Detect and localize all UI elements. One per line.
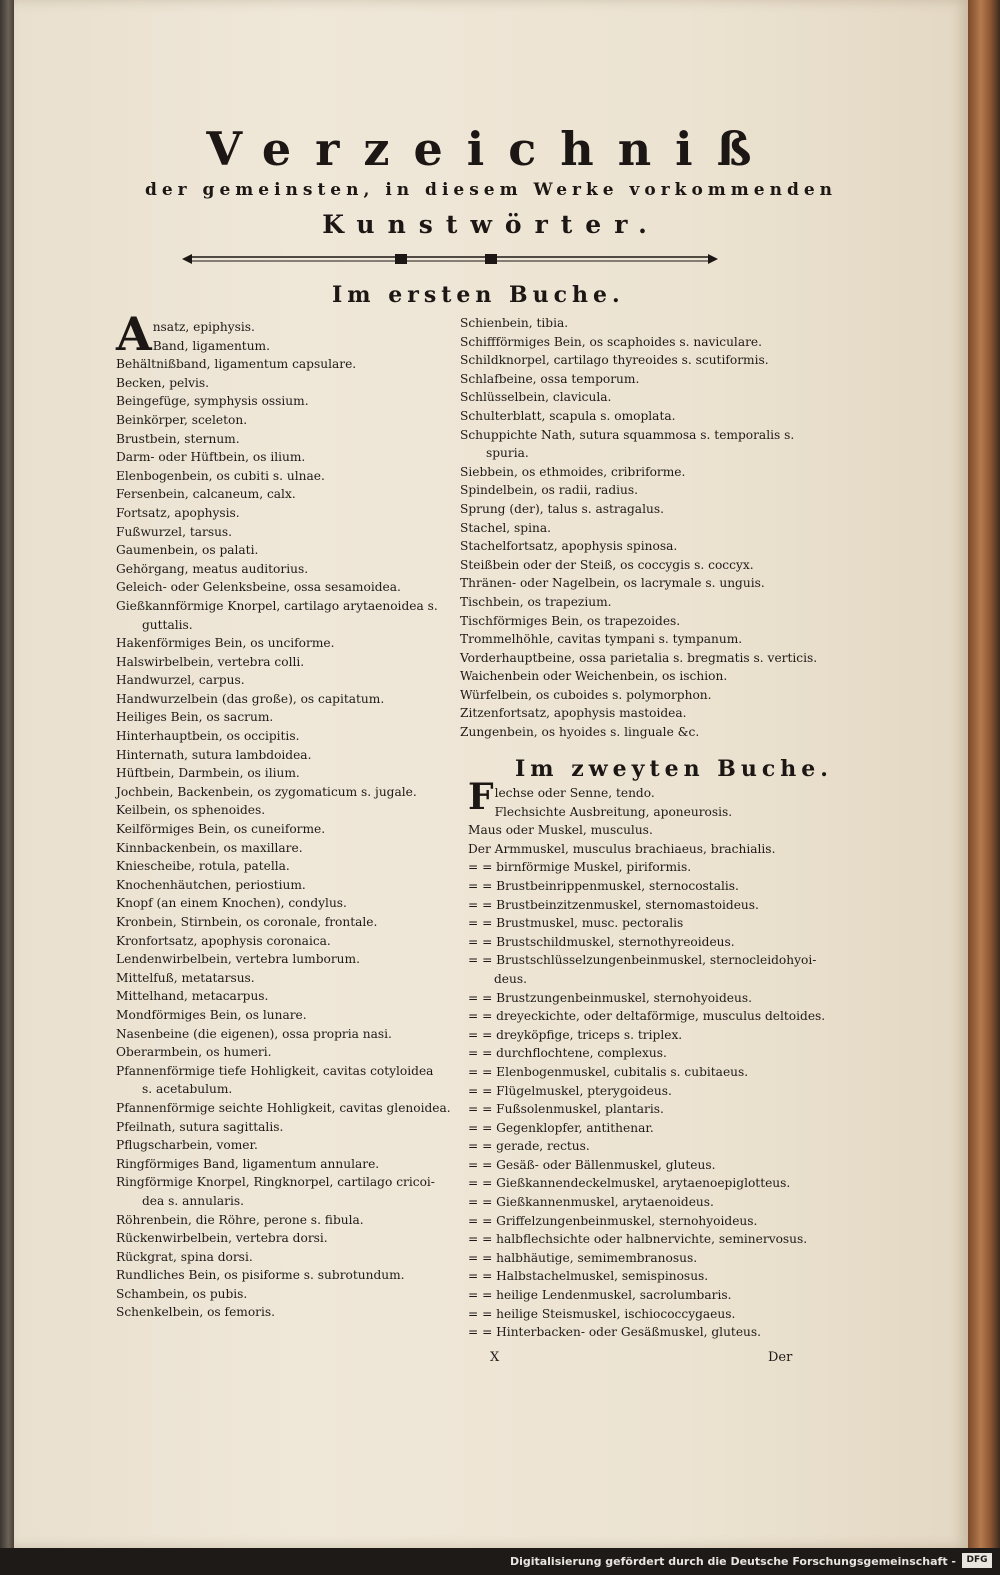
entry-line: Behältnißband, ligamentum capsulare. [116, 357, 357, 372]
entry-line: Geleich- oder Gelenksbeine, ossa sesamoidea. [116, 580, 401, 595]
entry-line: = = halbhäutige, semimembranosus. [468, 1250, 698, 1265]
entry-line: Schambein, os pubis. [116, 1286, 248, 1301]
entry-line: Gehörgang, meatus auditorius. [116, 561, 309, 576]
dfg-logo: DFG [962, 1553, 992, 1568]
entry-line: = = Brustmuskel, musc. pectoralis [468, 916, 684, 931]
entry-line: Tischbein, os trapezium. [460, 594, 612, 609]
entry-line: Hakenförmiges Bein, os unciforme. [116, 636, 335, 651]
entry-line: = = Brustschildmuskel, sternothyreoideus. [468, 934, 735, 949]
entry-line: Mondförmiges Bein, os lunare. [116, 1007, 307, 1022]
section-heading-2: Im zweyten Buche. [515, 756, 833, 782]
entry-line: Keilförmiges Bein, os cuneiforme. [116, 822, 326, 837]
entry-line: Mittelhand, metacarpus. [116, 989, 269, 1004]
entry-line: Band, ligamentum. [152, 338, 270, 353]
entry-line: Sprung (der), talus s. astragalus. [460, 501, 664, 516]
entry-line: Keilbein, os sphenoides. [116, 803, 266, 818]
entry-line: Steißbein oder der Steiß, os coccygis s. coccyx. [460, 557, 754, 572]
entry-line: Spindelbein, os radii, radius. [460, 483, 638, 498]
entry-line: Rückenwirbelbein, vertebra dorsi. [116, 1231, 328, 1246]
entry-line: Handwurzelbein (das große), os capitatum. [116, 691, 385, 706]
entry-line: = = Gießkannendeckelmuskel, arytaenoepiglotteus. [468, 1176, 791, 1191]
entry-line: Maus oder Muskel, musculus. [468, 823, 653, 838]
entry-line: = = dreyköpfige, triceps s. triplex. [468, 1027, 683, 1042]
book-spine [0, 0, 14, 1575]
entry-line: Pfannenförmige tiefe Hohligkeit, cavitas cotyloidea [116, 1063, 434, 1078]
entry-line: Schildknorpel, cartilago thyreoides s. scutiformis. [460, 353, 769, 368]
entry-list-left [116, 318, 456, 1322]
entry-line: Schienbein, tibia. [460, 316, 569, 330]
entry-line: = = Flügelmuskel, pterygoideus. [468, 1083, 672, 1098]
entry-line: Mittelfuß, metatarsus. [116, 970, 255, 985]
entry-line: Rückgrat, spina dorsi. [116, 1249, 253, 1264]
column-right-top [460, 314, 818, 742]
entry-line: = = Brustbeinrippenmuskel, sternocostalis. [468, 878, 739, 893]
entry-line: = = durchflochtene, complexus. [468, 1046, 667, 1061]
entry-line: Beinkörper, sceleton. [116, 412, 248, 427]
entry-line: = = birnförmige Muskel, piriformis. [468, 860, 692, 875]
entry-line: Schlüsselbein, clavicula. [460, 390, 612, 405]
column-left [116, 307, 456, 1322]
entry-line: Röhrenbein, die Röhre, perone s. fibula. [116, 1212, 364, 1227]
signature-mark: X [490, 1350, 500, 1365]
entry-line: nsatz, epiphysis. [152, 320, 255, 334]
catchword: Der [768, 1350, 793, 1365]
entry-line: lechse oder Senne, tendo. [494, 786, 655, 800]
entry-line: Trommelhöhle, cavitas tympani s. tympanum. [460, 632, 743, 647]
entry-line: Ringförmiges Band, ligamentum annulare. [116, 1156, 380, 1171]
entry-line: Jochbein, Backenbein, os zygomaticum s. jugale. [116, 784, 417, 799]
entry-line: s. acetabulum. [142, 1082, 233, 1097]
entry-line: Lendenwirbelbein, vertebra lumborum. [116, 952, 360, 967]
entry-line: Flechsichte Ausbreitung, aponeurosis. [494, 804, 733, 819]
entry-line: = = Fußsolenmuskel, plantaris. [468, 1102, 664, 1117]
entry-line: Nasenbeine (die eigenen), ossa propria nasi. [116, 1026, 392, 1041]
entry-line: = = Gießkannenmuskel, arytaenoideus. [468, 1195, 714, 1210]
entry-line: Oberarmbein, os humeri. [116, 1045, 272, 1060]
page-title: Verzeichniß [206, 122, 776, 176]
entry-line: Pfannenförmige seichte Hohligkeit, cavitas glenoidea. [116, 1100, 451, 1115]
entry-line: Siebbein, os ethmoides, cribriforme. [460, 464, 686, 479]
entry-line: = = Gegenklopfer, antithenar. [468, 1120, 654, 1135]
entry-line: Hinternath, sutura lambdoidea. [116, 747, 312, 762]
entry-line: Vorderhauptbeine, ossa parietalia s. bregmatis s. verticis. [460, 650, 818, 665]
entry-line: Tischförmiges Bein, os trapezoides. [460, 613, 681, 628]
section-heading-1: Im ersten Buche. [332, 282, 625, 308]
entry-line: Handwurzel, carpus. [116, 673, 245, 688]
entry-line: Kronbein, Stirnbein, os coronale, frontale. [116, 915, 378, 929]
entry-line: = = heilige Steismuskel, ischiococcygaeus. [468, 1306, 736, 1321]
entry-line: Kinnbackenbein, os maxillare. [116, 840, 303, 855]
entry-line: Pfeilnath, sutura sagittalis. [116, 1119, 284, 1134]
entry-line: = = Gesäß- oder Bällenmuskel, gluteus. [468, 1157, 716, 1172]
entry-line: Kniescheibe, rotula, patella. [116, 859, 290, 874]
entry-line: Schiffförmiges Bein, os scaphoides s. naviculare. [460, 334, 763, 349]
entry-line: Beingefüge, symphysis ossium. [116, 394, 309, 409]
entry-line: Darm- oder Hüftbein, os ilium. [116, 450, 306, 465]
entry-line: Stachel, spina. [460, 520, 551, 535]
entry-line: Schlafbeine, ossa temporum. [460, 371, 640, 386]
entry-line: = = dreyeckichte, oder deltaförmige, musculus deltoides. [468, 1009, 826, 1024]
entry-line: = = Griffelzungenbeinmuskel, sternohyoideus. [468, 1213, 758, 1228]
entry-line: Zitzenfortsatz, apophysis mastoidea. [460, 706, 687, 721]
entry-line: Waichenbein oder Weichenbein, os ischion. [460, 669, 728, 684]
entry-line: Knochenhäutchen, periostium. [116, 877, 306, 892]
entry-line: Gaumenbein, os palati. [116, 543, 259, 558]
drop-cap-f: F [468, 776, 494, 818]
entry-line: Stachelfortsatz, apophysis spinosa. [460, 539, 678, 554]
entry-line: = = Hinterbacken- oder Gesäßmuskel, gluteus. [468, 1325, 762, 1340]
ornament-rule [180, 252, 720, 266]
entry-line: Würfelbein, os cuboides s. polymorphon. [460, 687, 712, 702]
entry-line: Heiliges Bein, os sacrum. [116, 710, 274, 725]
entry-line: = = Brustschlüsselzungenbeinmuskel, sternocleidohyoi- [468, 953, 817, 968]
entry-line: Fortsatz, apophysis. [116, 505, 240, 520]
entry-line: Der Armmuskel, musculus brachiaeus, brachialis. [468, 841, 776, 856]
entry-line: Brustbein, sternum. [116, 431, 240, 446]
book-edge [968, 0, 1000, 1548]
entry-line: Becken, pelvis. [116, 375, 210, 390]
entry-line: Halswirbelbein, vertebra colli. [116, 654, 305, 669]
entry-line: Knopf (an einem Knochen), condylus. [116, 896, 347, 911]
entry-line: Schuppichte Nath, sutura squammosa s. temporalis s. [460, 427, 795, 442]
page-subtitle: der gemeinsten, in diesem Werke vorkommenden [144, 180, 838, 200]
page-subtitle-2: Kunstwörter. [322, 210, 660, 239]
entry-line: Fußwurzel, tarsus. [116, 524, 233, 539]
entry-line: deus. [494, 971, 527, 986]
entry-line: guttalis. [142, 617, 193, 632]
entry-line: Fersenbein, calcaneum, calx. [116, 487, 296, 502]
entry-line: dea s. annularis. [142, 1193, 244, 1208]
entry-line: Elenbogenbein, os cubiti s. ulnae. [116, 468, 325, 483]
entry-line: = = gerade, rectus. [468, 1139, 590, 1154]
column-right-bottom [468, 776, 826, 1342]
entry-list-right-bottom [468, 784, 826, 1342]
entry-line: Kronfortsatz, apophysis coronaica. [116, 933, 331, 948]
entry-list-right-top [460, 314, 818, 742]
entry-line: Hinterhauptbein, os occipitis. [116, 729, 300, 744]
drop-cap-a: A [116, 307, 152, 361]
entry-line: Gießkannförmige Knorpel, cartilago arytaenoidea s. [116, 598, 438, 613]
entry-line: Thränen- oder Nagelbein, os lacrymale s. unguis. [460, 576, 765, 591]
entry-line: spuria. [486, 446, 529, 461]
entry-line: = = Brustzungenbeinmuskel, sternohyoideus. [468, 990, 752, 1005]
entry-line: Zungenbein, os hyoides s. linguale &c. [460, 725, 700, 740]
entry-line: = = halbflechsichte oder halbnervichte, seminervosus. [468, 1232, 808, 1247]
entry-line: Schulterblatt, scapula s. omoplata. [460, 408, 676, 423]
entry-line: Hüftbein, Darmbein, os ilium. [116, 766, 300, 781]
entry-line: = = Elenbogenmuskel, cubitalis s. cubitaeus. [468, 1064, 749, 1079]
footer-credit: Digitalisierung gefördert durch die Deutsche Forschungsgemeinschaft - [509, 1555, 956, 1568]
entry-line: = = heilige Lendenmuskel, sacrolumbaris. [468, 1288, 732, 1303]
entry-line: Pflugscharbein, vomer. [116, 1138, 258, 1153]
entry-line: Rundliches Bein, os pisiforme s. subrotundum. [116, 1268, 405, 1283]
entry-line: Ringförmige Knorpel, Ringknorpel, cartilago cricoi- [116, 1175, 435, 1190]
entry-line: Schenkelbein, os femoris. [116, 1305, 276, 1320]
entry-line: = = Halbstachelmuskel, semispinosus. [468, 1269, 709, 1284]
entry-line: = = Brustbeinzitzenmuskel, sternomastoideus. [468, 897, 759, 912]
